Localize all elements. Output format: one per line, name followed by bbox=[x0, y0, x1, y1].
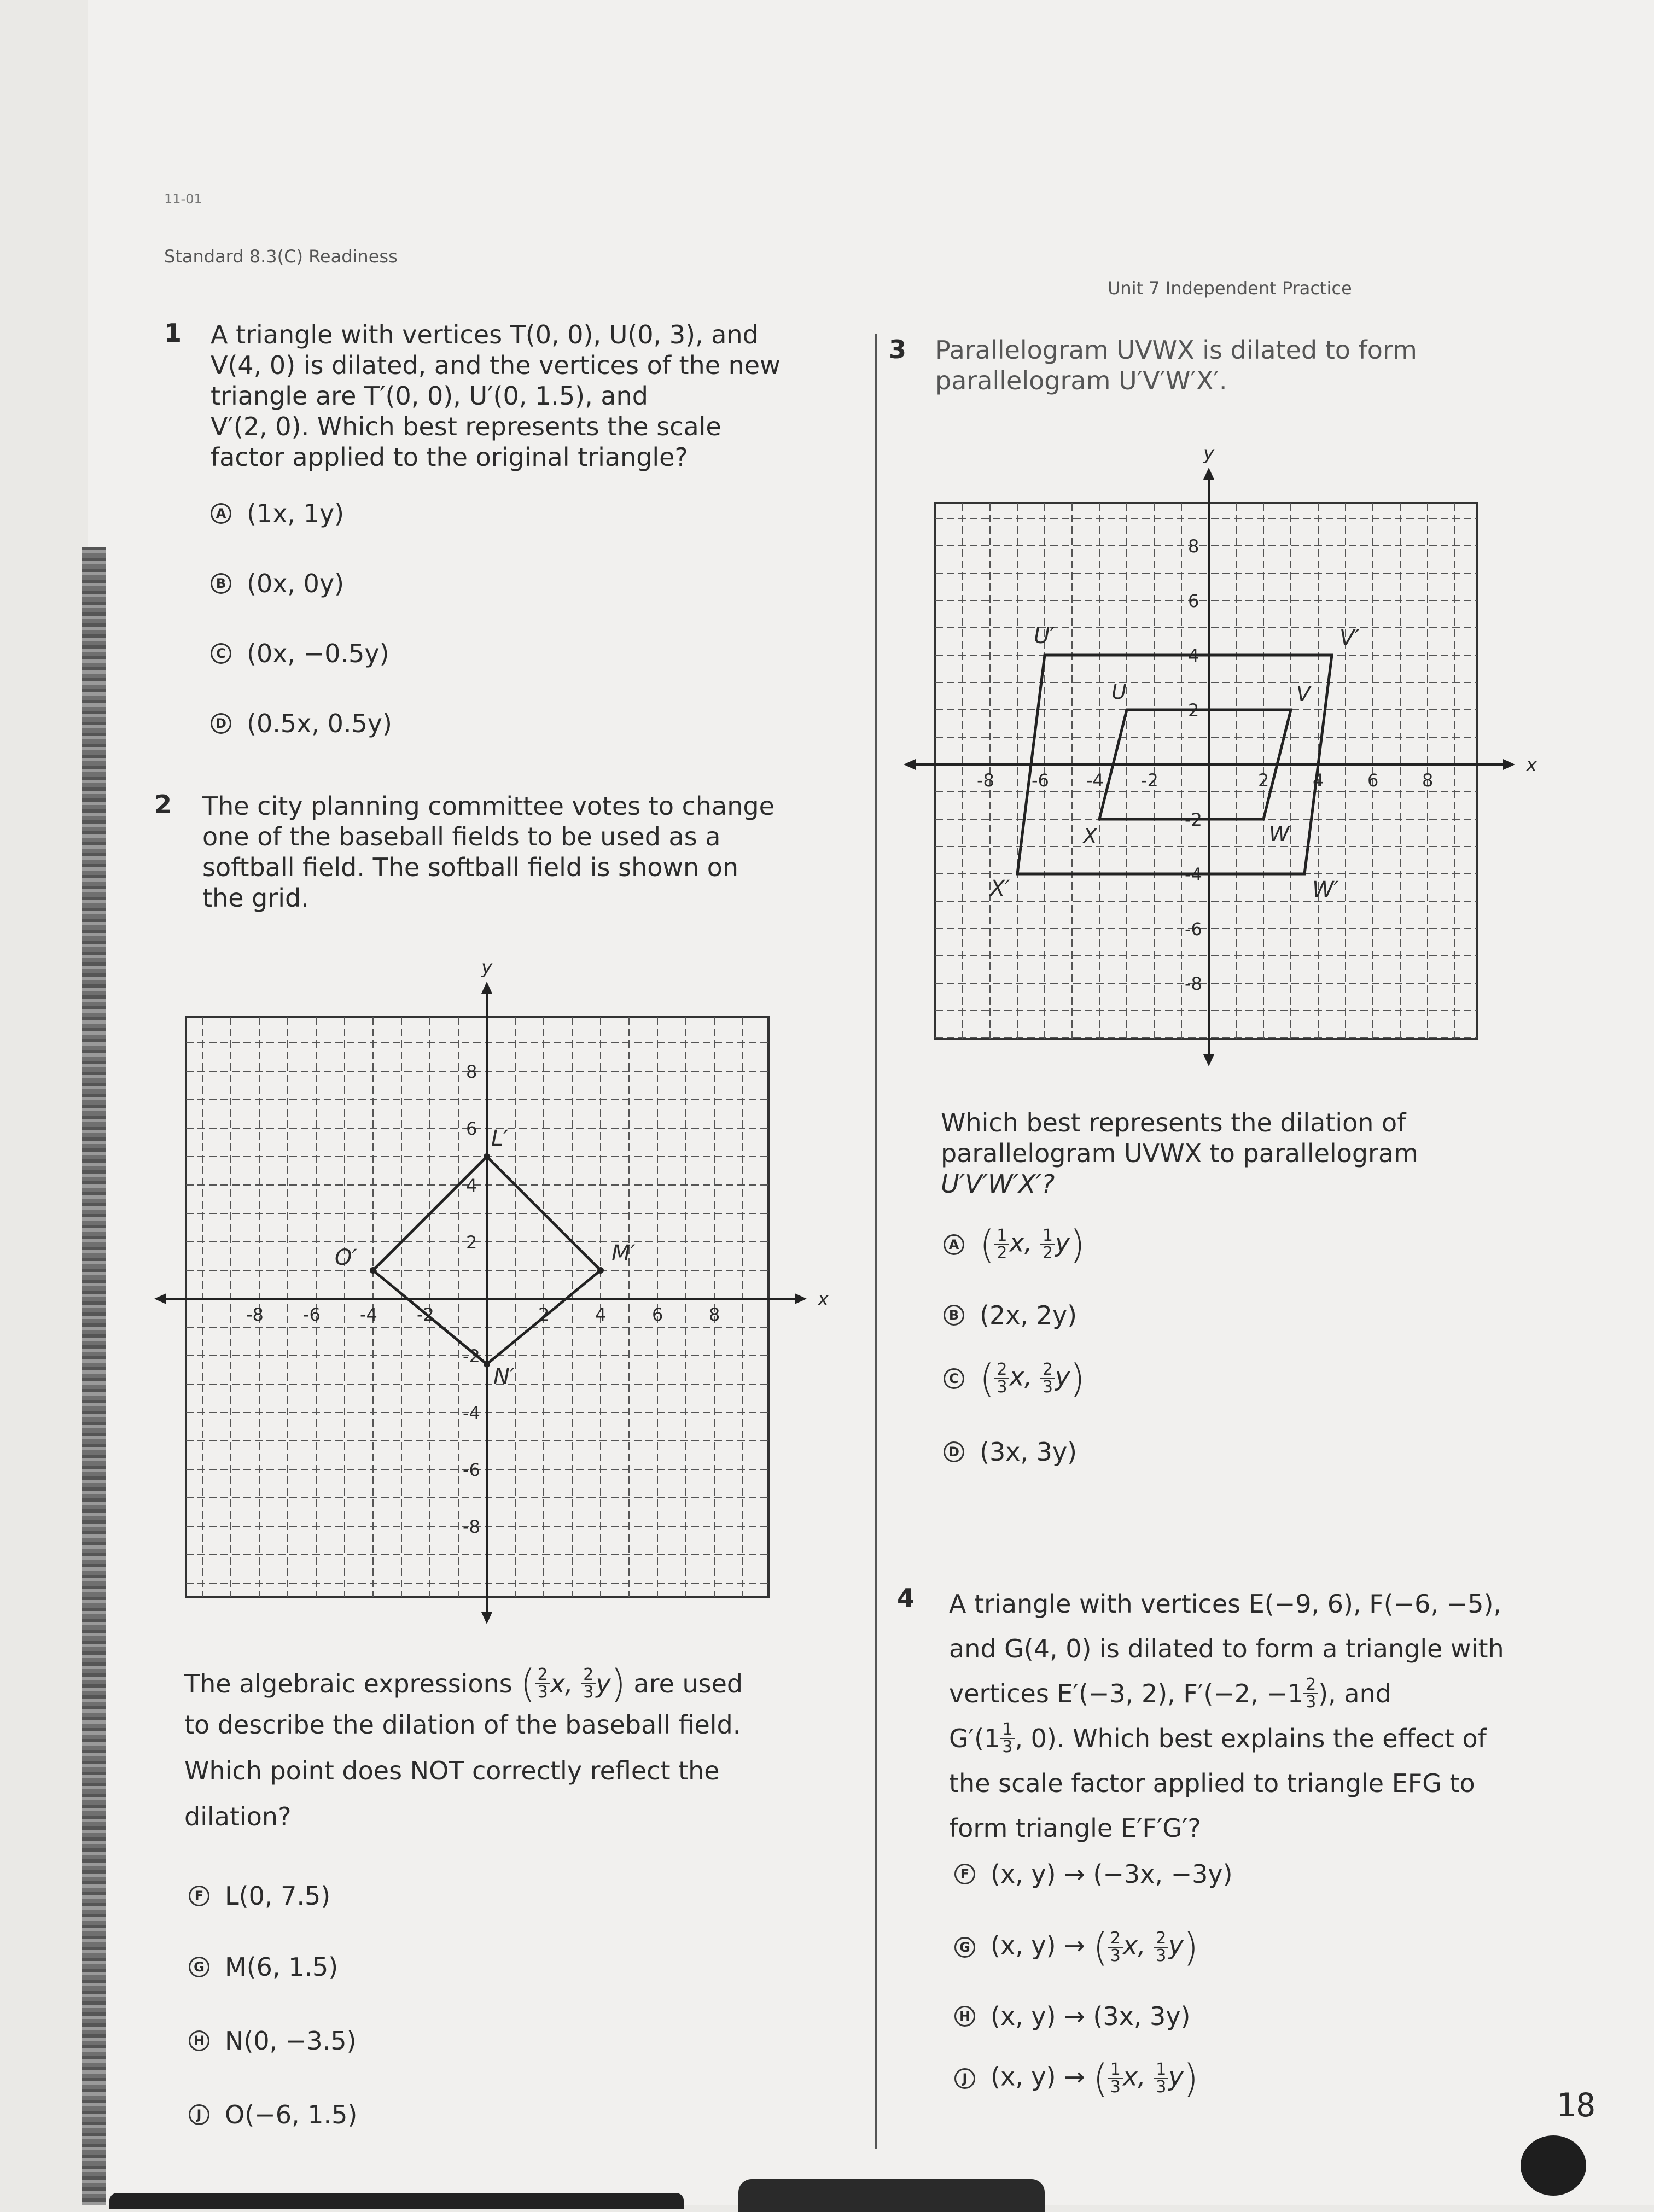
option-text: (x, y) → (3x, 3y) bbox=[991, 2001, 1191, 2031]
grid-border bbox=[186, 1017, 768, 1597]
page-number: 18 bbox=[1556, 2086, 1596, 2125]
x-tick-label: 2 bbox=[1258, 770, 1269, 791]
q2-option-f[interactable] bbox=[189, 1881, 330, 1911]
q3-stem bbox=[935, 335, 1608, 396]
q2-line: one of the baseball fields to be used as a bbox=[202, 822, 721, 851]
y-tick-label: -2 bbox=[463, 1346, 480, 1367]
vertex-label: U bbox=[1111, 680, 1127, 704]
option-text: (0x, −0.5y) bbox=[247, 639, 389, 668]
fraction: $\frac{1}{2}$ bbox=[1040, 1228, 1055, 1262]
x-tick-label: -4 bbox=[360, 1304, 377, 1325]
q1-option-d[interactable] bbox=[211, 709, 392, 738]
q2-after-pre: The algebraic expressions bbox=[184, 1669, 521, 1699]
y-tick-label: 4 bbox=[466, 1175, 477, 1196]
y-tick-label: 6 bbox=[466, 1118, 477, 1139]
q1-line: triangle are T′(0, 0), U′(0, 1.5), and bbox=[211, 381, 648, 411]
q4-stem bbox=[949, 1581, 1638, 1851]
fraction: $\frac{1}{3}$ bbox=[1108, 2062, 1123, 2096]
desk-shadow bbox=[738, 2179, 1045, 2212]
x-tick-label: -8 bbox=[246, 1304, 264, 1325]
vertex-label: V bbox=[1296, 682, 1311, 706]
y-axis-arrow bbox=[481, 982, 492, 994]
x-tick-label: 4 bbox=[595, 1304, 607, 1325]
q2-after-line: to describe the dilation of the baseball field. bbox=[184, 1710, 741, 1740]
q3-option-c[interactable]: C ( $\frac{2}{3}$ x, $\frac{2}{3}$ y) bbox=[944, 1356, 1085, 1401]
option-text: L(0, 7.5) bbox=[225, 1881, 331, 1911]
binding-edge bbox=[82, 547, 106, 2205]
x-tick-label: -2 bbox=[417, 1304, 434, 1325]
x-tick-label: -2 bbox=[1141, 770, 1158, 791]
y-tick-label: 8 bbox=[1188, 536, 1199, 557]
vertex-point bbox=[597, 1267, 604, 1274]
option-text: N(0, −3.5) bbox=[225, 2026, 357, 2056]
fraction: $\frac{2}{3}$ bbox=[994, 1362, 1009, 1396]
q1-option-b[interactable] bbox=[211, 569, 344, 598]
q1-stem bbox=[211, 319, 867, 472]
y-axis-label: y bbox=[481, 956, 493, 978]
q4-line: form triangle E′F′G′? bbox=[949, 1813, 1201, 1843]
q2-after-line: Which point does NOT correctly reflect the bbox=[184, 1756, 720, 1785]
q1-option-a[interactable] bbox=[211, 499, 344, 528]
answer-bubble[interactable]: J bbox=[189, 2104, 209, 2125]
q1-line: A triangle with vertices T(0, 0), U(0, 3), and bbox=[211, 320, 759, 349]
q3-option-b[interactable] bbox=[944, 1300, 1077, 1330]
answer-bubble[interactable]: C bbox=[944, 1368, 964, 1389]
answer-bubble[interactable]: D bbox=[211, 713, 231, 734]
y-tick-label: 6 bbox=[1188, 591, 1199, 611]
fraction: $\frac{2}{3}$ bbox=[535, 1667, 550, 1701]
y-axis-arrow bbox=[1203, 1054, 1214, 1066]
q2-follow-text: The algebraic expressions ( $\frac{2}{3}$ x, $\frac{2}{3}$ y ) are used to describe the dilation of the baseball field. Which point does NOT correctly reflect the dilation? bbox=[184, 1667, 873, 1832]
x-tick-label: 4 bbox=[1313, 770, 1324, 791]
x-axis-label: x bbox=[818, 1288, 829, 1310]
y-tick-label: -6 bbox=[1185, 919, 1202, 939]
vertex-point bbox=[484, 1153, 490, 1160]
q2-line: The city planning committee votes to change bbox=[202, 791, 774, 821]
x-tick-label: -4 bbox=[1086, 770, 1104, 791]
fraction: $\frac{2}{3}$ bbox=[581, 1667, 596, 1701]
q3-line: Parallelogram UVWX is dilated to form bbox=[935, 335, 1417, 365]
q2-option-j[interactable] bbox=[189, 2100, 357, 2129]
q2-line: the grid. bbox=[202, 883, 309, 913]
vertex-point bbox=[484, 1361, 490, 1368]
fraction: $\frac{2}{3}$ bbox=[1108, 1930, 1123, 1964]
y-axis-arrow bbox=[481, 1612, 492, 1624]
answer-bubble[interactable]: G bbox=[189, 1957, 209, 1977]
answer-bubble[interactable]: H bbox=[954, 2006, 975, 2027]
q1-line: V(4, 0) is dilated, and the vertices of the new bbox=[211, 351, 781, 380]
grid-border bbox=[935, 503, 1477, 1039]
answer-bubble[interactable]: F bbox=[954, 1864, 975, 1884]
vertex-label: N′ bbox=[493, 1364, 515, 1390]
column-divider bbox=[875, 334, 877, 2149]
x-tick-label: -8 bbox=[977, 770, 994, 791]
option-text: M(6, 1.5) bbox=[225, 1952, 339, 1982]
y-tick-label: 2 bbox=[1188, 700, 1199, 721]
q4-line: and G(4, 0) is dilated to form a triangle with bbox=[949, 1634, 1504, 1664]
fraction: $\frac{2}{3}$ bbox=[1154, 1930, 1168, 1964]
vertex-label: L′ bbox=[491, 1126, 509, 1151]
y-tick-label: -4 bbox=[463, 1403, 480, 1423]
option-text: (x, y) → (−3x, −3y) bbox=[991, 1859, 1233, 1889]
option-text: (3x, 3y) bbox=[980, 1437, 1078, 1467]
answer-bubble[interactable]: F bbox=[189, 1886, 209, 1906]
standard-label: Standard 8.3(C) Readiness bbox=[164, 246, 398, 267]
y-tick-label: -6 bbox=[463, 1460, 480, 1480]
q1-number: 1 bbox=[164, 318, 182, 348]
answer-bubble[interactable]: C bbox=[211, 643, 231, 664]
q4-line: vertices E′(−3, 2), F′ (−2, −1 $\frac{2}{3}$ ), and bbox=[949, 1675, 1391, 1712]
q2-option-g[interactable] bbox=[189, 1952, 338, 1982]
option-text: O(−6, 1.5) bbox=[225, 2100, 358, 2129]
q3-coordinate-grid bbox=[924, 432, 1537, 1077]
fraction: $\frac{1}{3}$ bbox=[1000, 1721, 1015, 1755]
q3-line: parallelogram U′V′W′X′. bbox=[935, 366, 1227, 395]
y-tick-label: -8 bbox=[1185, 973, 1202, 994]
vertex-label: W′ bbox=[1312, 877, 1339, 902]
option-text: (0.5x, 0.5y) bbox=[247, 709, 392, 738]
q3-prompt bbox=[941, 1107, 1619, 1199]
q3-prompt-line: U′V′W′X′? bbox=[941, 1169, 1055, 1199]
y-tick-label: -4 bbox=[1185, 864, 1202, 885]
y-tick-label: 4 bbox=[1188, 645, 1199, 666]
answer-bubble[interactable]: J bbox=[954, 2068, 975, 2089]
vertex-label: X′ bbox=[990, 876, 1010, 901]
q4-line: the scale factor applied to triangle EFG to bbox=[949, 1769, 1475, 1798]
option-text: (2x, 2y) bbox=[980, 1300, 1078, 1330]
q4-option-j[interactable]: J (x, y) → ( $\frac{1}{3}$ x, $\frac{1}{3}$ y) bbox=[954, 2056, 1198, 2101]
vertex-label: V′ bbox=[1339, 626, 1360, 651]
x-tick-label: 8 bbox=[709, 1304, 720, 1325]
y-tick-label: 2 bbox=[466, 1232, 477, 1253]
q2-after-line: dilation? bbox=[184, 1802, 292, 1831]
option-text: (1x, 1y) bbox=[247, 499, 345, 528]
answer-bubble[interactable]: G bbox=[954, 1937, 975, 1958]
x-tick-label: -6 bbox=[303, 1304, 321, 1325]
y-axis-arrow bbox=[1203, 468, 1214, 480]
option-text: (0x, 0y) bbox=[247, 569, 345, 598]
answer-bubble[interactable]: B bbox=[944, 1305, 964, 1326]
q4-option-f[interactable] bbox=[954, 1859, 1233, 1889]
q4-option-g[interactable]: G (x, y) → ( $\frac{2}{3}$ x, $\frac{2}{3}$ y) bbox=[954, 1925, 1198, 1970]
answer-bubble[interactable]: D bbox=[944, 1441, 964, 1462]
x-tick-label: -6 bbox=[1032, 770, 1049, 791]
vertex-label: U′ bbox=[1034, 623, 1055, 649]
vertex-label: W bbox=[1269, 822, 1290, 846]
vertex-label: O′ bbox=[335, 1245, 357, 1270]
desk-shadow bbox=[109, 2193, 684, 2209]
q2-line: softball field. The softball field is shown on bbox=[202, 853, 739, 882]
q2-coordinate-grid bbox=[164, 952, 829, 1630]
x-axis-label: x bbox=[1526, 754, 1537, 776]
x-tick-label: 8 bbox=[1422, 770, 1434, 791]
q3-option-a[interactable]: A ( $\frac{1}{2}$ x, $\frac{1}{2}$ y) bbox=[944, 1222, 1085, 1267]
x-tick-label: 6 bbox=[1367, 770, 1379, 791]
q1-line: V′(2, 0). Which best represents the scale bbox=[211, 412, 721, 441]
vertex-label: X bbox=[1083, 824, 1098, 848]
q3-prompt-line: parallelogram UVWX to parallelogram bbox=[941, 1139, 1418, 1168]
answer-bubble[interactable]: B bbox=[211, 573, 231, 594]
q1-option-c[interactable] bbox=[211, 639, 389, 668]
q2-option-h[interactable] bbox=[189, 2026, 357, 2056]
q2-stem bbox=[202, 791, 859, 913]
q3-number: 3 bbox=[889, 335, 907, 364]
answer-bubble[interactable]: H bbox=[189, 2030, 209, 2051]
q3-option-d[interactable] bbox=[944, 1437, 1077, 1467]
q4-line: G′ ( 1 $\frac{1}{3}$ , 0) . Which best explains the effect of bbox=[949, 1720, 1487, 1756]
q4-option-h[interactable] bbox=[954, 2001, 1190, 2031]
answer-bubble[interactable]: A bbox=[944, 1234, 964, 1255]
q4-line: A triangle with vertices E(−9, 6), F(−6, −5), bbox=[949, 1589, 1502, 1619]
page-code: 11-01 bbox=[164, 191, 202, 207]
q2-after-post: are used bbox=[625, 1669, 743, 1699]
q3-prompt-line: Which best represents the dilation of bbox=[941, 1108, 1406, 1137]
ink-blot bbox=[1521, 2135, 1586, 2196]
y-axis-label: y bbox=[1203, 442, 1215, 464]
y-tick-label: -2 bbox=[1185, 809, 1202, 830]
x-tick-label: 2 bbox=[538, 1304, 550, 1325]
vertex-label: M′ bbox=[611, 1241, 636, 1266]
x-tick-label: 6 bbox=[652, 1304, 663, 1325]
q4-number: 4 bbox=[897, 1583, 915, 1613]
fraction: $\frac{2}{3}$ bbox=[1040, 1362, 1055, 1396]
y-tick-label: 8 bbox=[466, 1061, 477, 1082]
q1-line: factor applied to the original triangle? bbox=[211, 442, 688, 472]
q2-number: 2 bbox=[154, 790, 172, 819]
y-tick-label: -8 bbox=[463, 1516, 480, 1537]
fraction: $\frac{1}{2}$ bbox=[994, 1228, 1009, 1262]
fraction: $\frac{2}{3}$ bbox=[1303, 1677, 1318, 1711]
unit-title: Unit 7 Independent Practice bbox=[1108, 278, 1352, 299]
fraction: $\frac{1}{3}$ bbox=[1154, 2062, 1168, 2096]
vertex-point bbox=[370, 1267, 376, 1274]
answer-bubble[interactable]: A bbox=[211, 503, 231, 524]
